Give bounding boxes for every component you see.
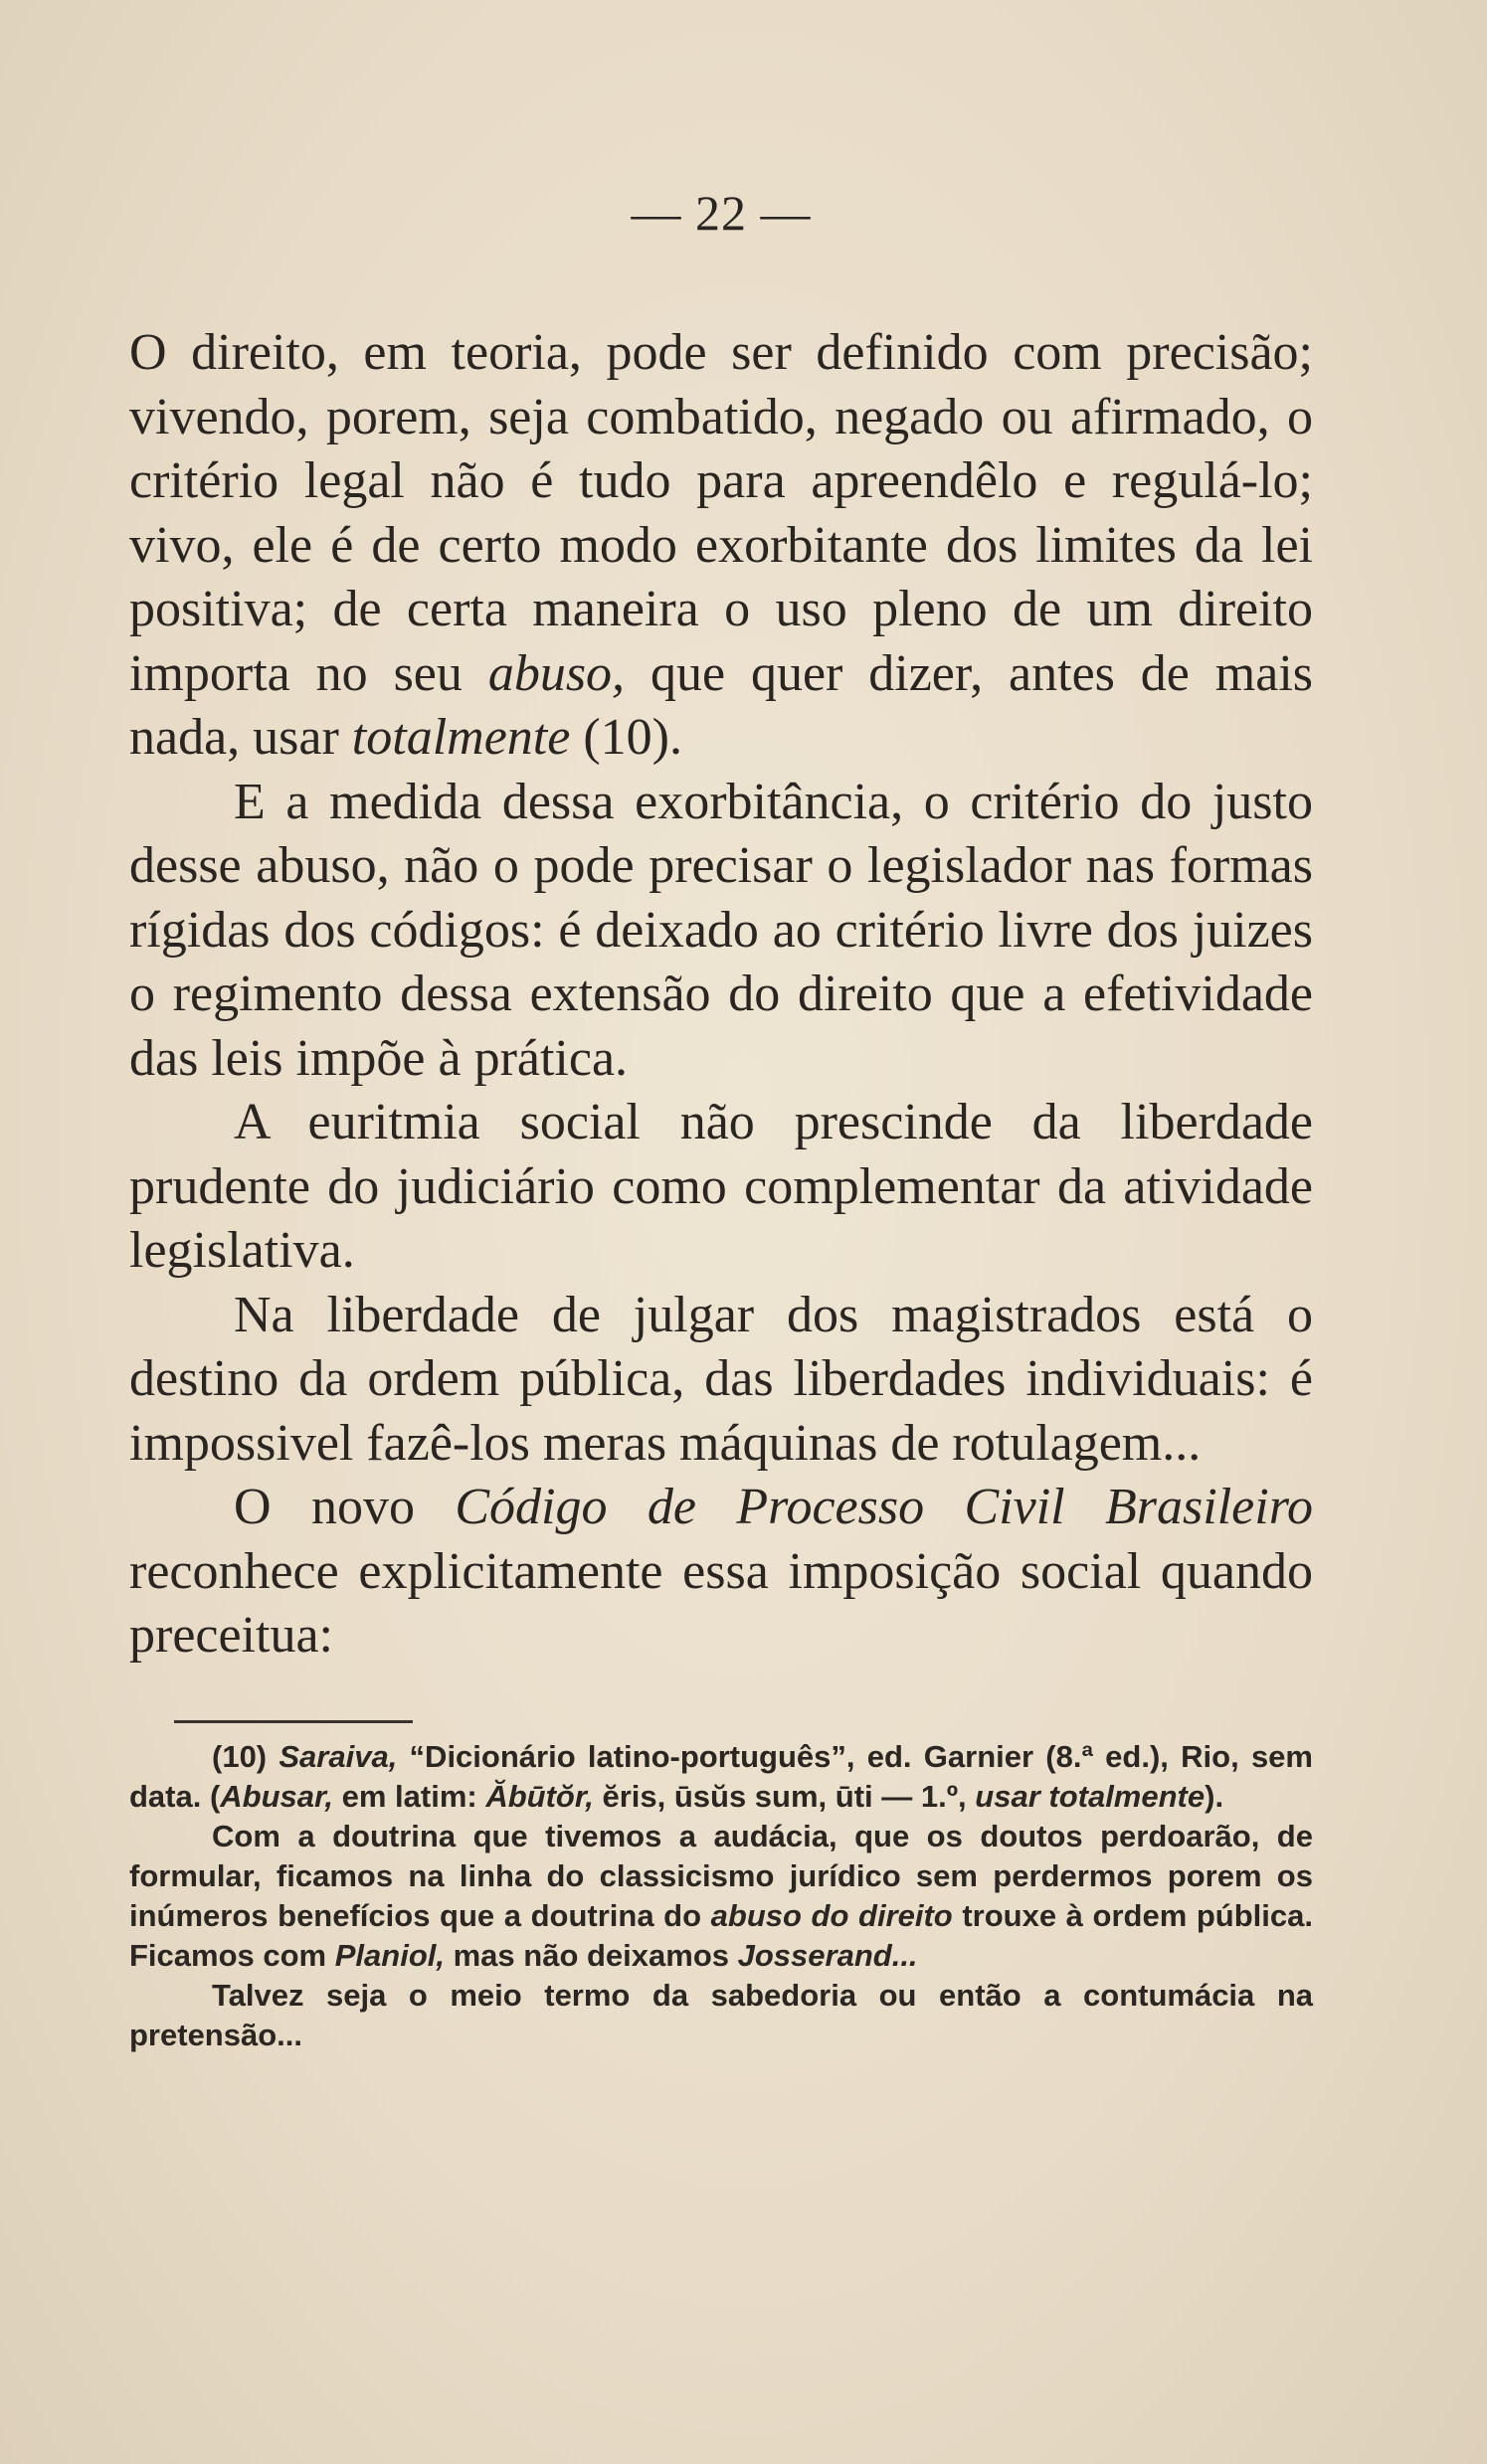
fn-number: (10): [212, 1738, 279, 1774]
p5-text-end: reconhece explicitamente essa imposição social quando preceitua:: [129, 1542, 1313, 1664]
fn-italic-usar: usar totalmente: [975, 1778, 1206, 1814]
fn-text: Com a doutrina que tivemos a audácia, que os doutos perdoarão, de formular, ficamos na linha do classicismo jurídico sem perdermos porem os inúmeros benefícios que a doutrina do: [129, 1818, 1313, 1933]
fn-text: ĕris, ūsŭs sum, ūti — 1.º,: [593, 1778, 976, 1814]
paragraph-4: Na liberdade de julgar dos magistrados está o destino da ordem pública, das liberdades individuais: é impossivel fazê-los meras máquinas de rotulagem...: [129, 1286, 1313, 1472]
footnote-paragraph-2: [129, 1817, 1313, 1976]
fn-text: em latim:: [333, 1778, 486, 1814]
fn-italic-latin: Ăbūtŏr,: [485, 1778, 594, 1814]
page-number: — 22 —: [631, 185, 812, 241]
p1-italic-abuso: abuso,: [487, 644, 626, 702]
main-text: [129, 321, 1313, 1669]
p1-text-end: (10).: [570, 709, 682, 766]
fn-italic-saraiva: Saraiva,: [279, 1738, 398, 1774]
p5-text: O novo: [234, 1479, 456, 1535]
fn-italic-abuso-do-direito: abuso do direito: [710, 1897, 953, 1933]
footnote-paragraph-3: Talvez seja o meio termo da sabedoria ou então a contumácia na pretensão...: [129, 1977, 1313, 2052]
footnote-10: [129, 1737, 1313, 1817]
fn-text: mas não deixamos: [445, 1937, 738, 1973]
fn-text: ).: [1205, 1778, 1224, 1814]
fn-italic-abusar: Abusar,: [220, 1778, 334, 1814]
fn-italic-planiol: Planiol,: [334, 1937, 445, 1973]
p1-text: O direito, em teoria, pode ser definido com precisão; vivendo, porem, seja combatido, negado ou afirmado, o critério legal não é tudo para apreendêlo e regulá-lo; vivo, ele é de certo modo exorbitante dos limites da lei positiva; de certa maneira o uso pleno de um direito importa no seu: [129, 324, 1313, 702]
paragraph-3: A euritmia social não prescinde da liberdade prudente do judiciário como complementar da atividade legislativa.: [129, 1094, 1313, 1279]
p1-text-mid: que quer dizer, antes de mais nada, usar: [129, 644, 1314, 766]
paragraph-1: [129, 321, 1313, 771]
paragraph-2: E a medida dessa exorbitância, o critério do justo desse abuso, não o pode precisar o legislador nas formas rígidas dos códigos: é deixado ao critério livre dos juizes o regimento dessa extensão do direito que a efetividade das leis impõe à prática.: [129, 773, 1313, 1087]
footnotes: [129, 1737, 1313, 2055]
p5-italic-code-title: Código de Processo Civil Brasileiro: [455, 1479, 1313, 1535]
p1-italic-totalmente: totalmente: [351, 709, 571, 766]
fn-italic-josserand: Josserand...: [737, 1937, 918, 1973]
fn-text: “Dicionário latino-português”, ed. Garnier (8.ª ed.), Rio, sem data. (: [129, 1738, 1313, 1814]
paragraph-5: [129, 1476, 1313, 1669]
footnote-divider: [174, 1720, 413, 1723]
fn-text: trouxe à ordem pública. Ficamos com: [129, 1897, 1313, 1973]
